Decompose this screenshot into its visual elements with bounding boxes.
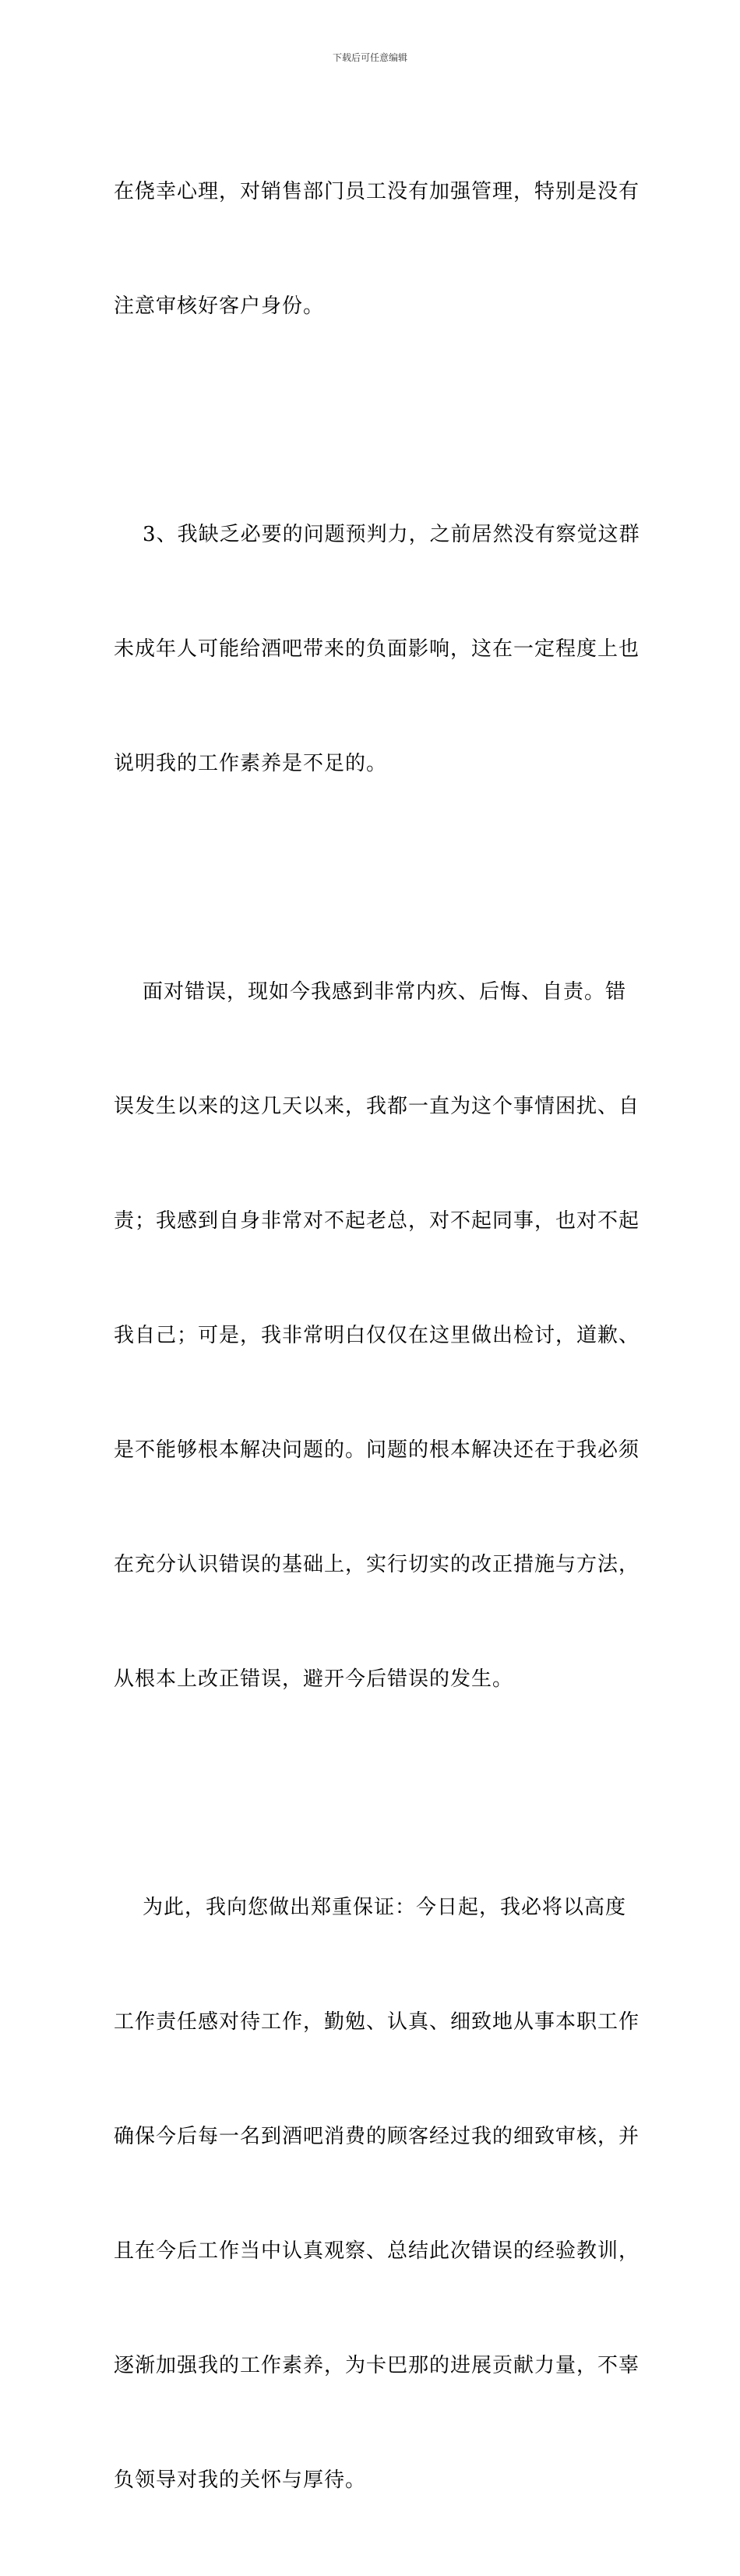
text-line: 责；我感到自身非常对不起老总，对不起同事，也对不起	[114, 1209, 640, 1233]
text-line: 未成年人可能给酒吧带来的负面影响，这在一定程度上也	[114, 637, 640, 661]
text-line: 负领导对我的关怀与厚待。	[114, 2468, 367, 2492]
paragraph-4	[114, 1812, 640, 2576]
text-line: 说明我的工作素养是不足的。	[114, 752, 388, 775]
text-line: 误发生以来的这几天以来，我都一直为这个事情困扰、自	[114, 1095, 640, 1118]
text-line: 我自己；可是，我非常明白仅仅在这里做出检讨，道歉、	[114, 1324, 640, 1347]
text-line: 3、我缺乏必要的问题预判力，之前居然没有察觉这群	[114, 523, 640, 546]
paragraph-gap	[114, 1775, 633, 1812]
document-body	[114, 97, 640, 2576]
text-line: 在充分认识错误的基础上，实行切实的改正措施与方法，	[114, 1553, 640, 1576]
text-line: 且在今后工作当中认真观察、总结此次错误的经验教训，	[114, 2239, 640, 2263]
text-line: 从根本上改正错误，避开今后错误的发生。	[114, 1667, 514, 1691]
text-line: 工作责任感对待工作，勤勉、认真、细致地从事本职工作	[114, 2010, 640, 2034]
paragraph-gap	[114, 402, 633, 439]
text-line: 为此，我向您做出郑重保证：今日起，我必将以高度	[114, 1896, 627, 1919]
text-line: 在侥幸心理，对销售部门员工没有加强管理，特别是没有	[114, 180, 640, 203]
text-line: 面对错误，现如今我感到非常内疚、后悔、自责。错	[114, 980, 627, 1004]
paragraph-2	[114, 439, 640, 859]
text-line: 注意审核好客户身份。	[114, 295, 325, 318]
text-line: 确保今后每一名到酒吧消费的顾客经过我的细致审核，并	[114, 2125, 640, 2148]
page-header: 下载后可任意编辑	[332, 52, 407, 63]
paragraph-gap	[114, 859, 633, 897]
paragraph-3	[114, 897, 640, 1775]
text-line: 逐渐加强我的工作素养，为卡巴那的进展贡献力量，不辜	[114, 2354, 640, 2377]
text-line: 是不能够根本解决问题的。问题的根本解决还在于我必须	[114, 1438, 640, 1462]
paragraph-1	[114, 97, 640, 402]
